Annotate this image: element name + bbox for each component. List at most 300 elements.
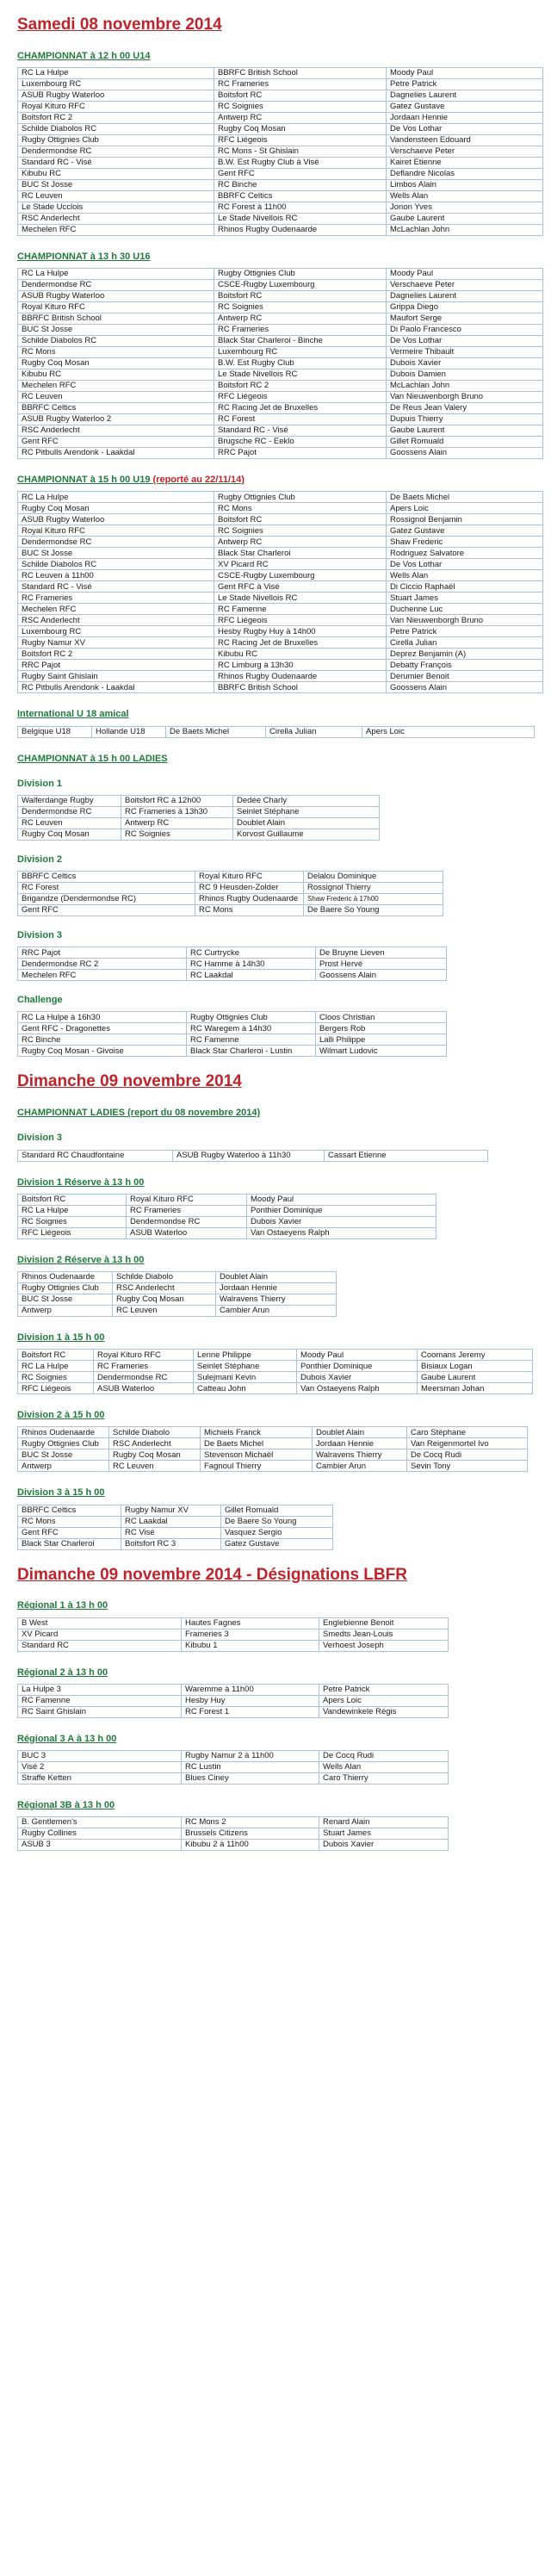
table-row [18,503,543,514]
table-row [18,190,543,202]
table-cell: ASUB Waterloo [94,1383,194,1394]
section-title: Division 1 à 15 h 00 [17,1332,105,1344]
table-cell: Hautes Fagnes [182,1617,319,1629]
table-row [18,1527,333,1538]
table-cell: Belgique U18 [18,726,92,737]
table-cell: RC Leuven [18,392,214,403]
table-cell: Antwerp RC [214,313,387,325]
table-cell: Gent RFC à Visé [214,581,387,593]
table-cell: Rugby Ottignies Club [18,134,214,146]
table-cell: Stuart James [319,1828,449,1840]
table-cell: Michiels Franck [201,1427,313,1438]
table-cell: RC Famenne [214,604,387,615]
table-row [18,649,543,660]
match-table [17,726,535,738]
table-cell: RRC Pajot [214,448,387,459]
table-cell: Dubois Xavier [387,358,543,369]
table-row [18,1684,449,1695]
table-cell: RFC Liégeois [214,615,387,626]
table-cell: BBRFC Celtics [214,190,387,202]
table-row [18,414,543,425]
section-title: CHAMPIONNAT à 13 h 30 U16 [17,251,151,262]
table-cell: RC Mons [214,503,387,514]
table-cell: Cirella Julian [266,726,362,737]
table-row [18,829,380,840]
table-cell: Vandewinkele Régis [319,1706,449,1717]
table-cell: RC Frameries [214,325,387,336]
match-table [17,1194,436,1239]
table-row [18,1750,449,1761]
table-row [18,559,543,570]
division-title: Division 1 [17,778,62,789]
table-cell: Rhinos Rugby Oudenaarde [214,671,387,682]
match-table [17,1011,447,1057]
table-cell: Fagnoul Thierry [201,1461,313,1472]
table-cell: RC Mons [195,905,304,916]
table-cell: Luxembourg RC [18,78,214,90]
table-cell: ASUB Rugby Waterloo [18,90,214,101]
table-row [18,369,543,381]
table-row [18,1629,449,1640]
section-note: (reporté au 22/11/14) [150,475,245,486]
table-cell: RRC Pajot [18,660,214,671]
table-cell: Mechelen RFC [18,970,187,981]
table-cell: Sulejmani Kevin [194,1372,297,1383]
table-row [18,525,543,537]
table-cell: Catteau John [194,1383,297,1394]
table-row [18,1538,333,1549]
table-row [18,1772,449,1784]
table-cell: McLachlan John [387,224,543,235]
table-cell: Gatez Gustave [221,1538,333,1549]
table-cell: Boitsfort RC 2 [18,112,214,123]
table-row [18,682,543,693]
table-cell: Rodriguez Salvatore [387,548,543,559]
table-cell: De Baets Michel [166,726,266,737]
table-row [18,1361,533,1372]
table-cell: RC La Hulpe à 16h30 [18,1012,187,1023]
table-cell: Boitsfort RC 2 [214,381,387,392]
table-cell: Walravens Thierry [216,1294,337,1306]
table-cell: RC Leuven [18,190,214,202]
match-table [17,871,443,916]
table-row [18,1216,436,1227]
table-cell: Maufort Serge [387,313,543,325]
table-cell: Rugby Saint Ghislain [18,671,214,682]
table-cell: Di Ciccio Raphaël [387,581,543,593]
table-cell: Antwerp [18,1306,113,1317]
table-cell: Gent RFC [18,905,195,916]
table-cell: Rugby Coq Mosan [109,1449,201,1461]
table-cell: Standard RC [18,1640,182,1651]
table-cell: RFC Liégeois [214,134,387,146]
table-cell: Kibubu 1 [182,1640,319,1651]
table-cell: Rugby Coq Mosan [113,1294,216,1306]
table-cell: Doublet Alain [313,1427,407,1438]
table-cell: Gaube Laurent [387,213,543,224]
table-cell: ASUB Rugby Waterloo 2 [18,414,214,425]
match-table [17,268,543,459]
table-cell: RC Soignies [214,302,387,313]
table-cell: Schilde Diabolo [113,1272,216,1283]
day-title: Dimanche 09 novembre 2014 [17,1072,242,1091]
table-cell: Black Star Charleroi [214,548,387,559]
table-cell: Rhinos Rugby Oudenaarde [195,894,304,905]
table-row [18,347,543,358]
table-cell: Antwerp RC [214,112,387,123]
table-cell: ASUB Rugby Waterloo à 11h30 [173,1150,325,1161]
table-cell: Bergers Rob [316,1023,447,1034]
table-cell: Renard Alain [319,1817,449,1828]
table-cell: Standard RC Chaudfontaine [18,1150,173,1161]
table-cell: RC Binche [214,179,387,190]
table-cell: Jonon Yves [387,202,543,213]
table-cell: Dubois Xavier [247,1216,436,1227]
table-cell: Gillet Romuald [221,1505,333,1516]
table-row [18,1427,528,1438]
table-row [18,604,543,615]
table-cell: Waremme à 11h00 [182,1684,319,1695]
table-cell: Boitsfort RC à 12h00 [121,795,233,806]
table-cell: Blues Ciney [182,1772,319,1784]
table-row [18,1294,337,1306]
table-row [18,67,543,78]
table-cell: Jordaan Hennie [387,112,543,123]
section-title: Régional 3 A à 13 h 00 [17,1733,117,1744]
table-row [18,358,543,369]
table-cell: RC Pitbulls Arendonk - Laakdal [18,448,214,459]
table-cell: Cambier Arun [313,1461,407,1472]
table-cell: Moody Paul [387,67,543,78]
table-cell: RC Mons [18,347,214,358]
table-row [18,581,543,593]
table-cell: RC Laakdal [187,970,316,981]
table-cell: RC La Hulpe [18,492,214,503]
table-cell: Mechelen RFC [18,224,214,235]
table-cell: Antwerp RC [121,817,233,829]
table-cell: Gent RFC [18,1527,121,1538]
table-cell: ASUB 3 [18,1840,182,1851]
table-row [18,883,443,894]
table-row [18,1840,449,1851]
table-cell: Deprez Benjamin (A) [387,649,543,660]
table-cell: Delalou Dominique [304,872,443,883]
table-cell: RC Racing Jet de Bruxelles [214,637,387,649]
table-cell: Dagnelies Laurent [387,291,543,302]
table-row [18,146,543,157]
table-cell: RSC Anderlecht [113,1283,216,1294]
table-cell: XV Picard [18,1629,182,1640]
table-cell: Schilde Diabolo [109,1427,201,1438]
table-row [18,224,543,235]
match-table [17,1617,449,1652]
table-cell: Vermeire Thibault [387,347,543,358]
table-cell: Wells Alan [387,190,543,202]
table-cell: Caro Stéphane [407,1427,528,1438]
table-cell: De Reus Jean Valery [387,403,543,414]
table-cell: RC Leuven à 11h00 [18,570,214,581]
table-row [18,615,543,626]
table-cell: Kibubu RC [18,168,214,179]
table-row [18,90,543,101]
table-row [18,1283,337,1294]
table-cell: RC Forest [18,883,195,894]
table-cell: RC Limburg à 13h30 [214,660,387,671]
table-cell: Petre Patrick [319,1684,449,1695]
table-cell: Bisiaux Logan [418,1361,533,1372]
table-row [18,202,543,213]
table-row [18,1012,447,1023]
table-cell: ASUB Waterloo [127,1227,247,1238]
table-cell: Duchenne Luc [387,604,543,615]
table-cell: De Vos Lothar [387,123,543,134]
table-row [18,1449,528,1461]
section-title: Régional 2 à 13 h 00 [17,1667,108,1678]
table-cell: RC Frameries [94,1361,194,1372]
table-cell: Van Ostaeyens Ralph [247,1227,436,1238]
table-row [18,637,543,649]
table-cell: Brussels Citizens [182,1828,319,1840]
table-cell: Black Star Charleroi - Lustin [187,1046,316,1057]
table-cell: Van Nieuwenborgh Bruno [387,392,543,403]
table-row [18,1817,449,1828]
match-table [17,1505,333,1550]
table-cell: Rossignol Thierry [304,883,443,894]
table-cell: Doublet Alain [216,1272,337,1283]
table-cell: Dagnelies Laurent [387,90,543,101]
table-cell: XV Picard RC [214,559,387,570]
table-cell: RSC Anderlecht [18,615,214,626]
table-row [18,179,543,190]
table-cell: Ponthier Dominique [297,1361,418,1372]
table-cell: Stuart James [387,593,543,604]
table-cell: Rugby Coq Mosan [18,829,121,840]
table-row [18,78,543,90]
table-cell: Rhinos Oudenaarde [18,1272,113,1283]
table-row [18,425,543,437]
table-cell: Rhinos Rugby Oudenaarde [214,224,387,235]
table-cell: Boitsfort RC [18,1194,127,1205]
table-cell: Verhoest Joseph [319,1640,449,1651]
table-row [18,1828,449,1840]
section-title: CHAMPIONNAT LADIES (report du 08 novembre 2014) [17,1108,261,1119]
table-cell: Schilde Diabolos RC [18,336,214,347]
table-cell: Rugby Collines [18,1828,182,1840]
table-cell: Gaube Laurent [418,1372,533,1383]
table-row [18,448,543,459]
table-row [18,817,380,829]
table-cell: Boitsfort RC [214,291,387,302]
table-cell: Rugby Namur XV [18,637,214,649]
table-row [18,392,543,403]
table-cell: Boitsfort RC 2 [18,649,214,660]
section-title: Régional 1 à 13 h 00 [17,1600,108,1611]
table-row [18,905,443,916]
table-cell: Apers Loic [362,726,535,737]
table-cell: De Bruyne Lieven [316,947,447,959]
table-cell: Cirella Julian [387,637,543,649]
table-cell: Gillet Romuald [387,437,543,448]
table-cell: Di Paolo Francesco [387,325,543,336]
table-cell: RFC Liégeois [18,1383,94,1394]
table-cell: Boitsfort RC [214,90,387,101]
table-cell: RSC Anderlecht [18,425,214,437]
table-row [18,101,543,112]
table-row [18,970,447,981]
table-row [18,894,443,905]
table-cell: De Vos Lothar [387,336,543,347]
table-cell: RC Binche [18,1034,187,1046]
table-cell: RSC Anderlecht [18,213,214,224]
table-row [18,492,543,503]
table-row [18,1023,447,1034]
table-cell: Van Nieuwenborgh Bruno [387,615,543,626]
table-cell: Frameries 3 [182,1629,319,1640]
table-row [18,872,443,883]
table-cell: Petre Patrick [387,78,543,90]
table-cell: Walferdange Rugby [18,795,121,806]
table-cell: Le Stade Nivellois RC [214,213,387,224]
table-cell: Prost Hervé [316,959,447,970]
table-cell: CSCE-Rugby Luxembourg [214,280,387,291]
table-cell: RC Famenne [187,1034,316,1046]
table-row [18,1372,533,1383]
table-cell: Dupuis Thierry [387,414,543,425]
table-row [18,1516,333,1527]
table-cell: Royal Kituro RFC [18,302,214,313]
table-cell: Rugby Coq Mosan [18,358,214,369]
table-cell: Meersman Johan [418,1383,533,1394]
table-cell: B.W. Est Rugby Club [214,358,387,369]
table-cell: Seinlet Stéphane [194,1361,297,1372]
table-cell: Boitsfort RC 3 [121,1538,221,1549]
table-cell: Gent RFC [214,168,387,179]
table-cell: Straffe Ketten [18,1772,182,1784]
table-cell: RC Leuven [113,1306,216,1317]
table-cell: Debatty François [387,660,543,671]
table-row [18,1383,533,1394]
table-row [18,671,543,682]
table-row [18,437,543,448]
table-row [18,1046,447,1057]
table-cell: Sevin Tony [407,1461,528,1472]
table-cell: Dendermondse RC [94,1372,194,1383]
table-cell: RC Soignies [214,101,387,112]
table-row [18,795,380,806]
table-cell: Walravens Thierry [313,1449,407,1461]
table-cell: B. Gentlemen's [18,1817,182,1828]
match-table [17,795,380,841]
match-table [17,1349,533,1394]
table-cell: Vasquez Sergio [221,1527,333,1538]
table-cell: Royal Kituro RFC [18,525,214,537]
table-row [18,947,447,959]
section-title: Régional 3B à 13 h 00 [17,1799,115,1810]
table-cell: Dedée Charly [233,795,380,806]
table-cell: RC Mons 2 [182,1817,319,1828]
table-row [18,336,543,347]
table-row [18,806,380,817]
table-cell: Moody Paul [387,269,543,280]
table-cell: RC Pitbulls Arendonk - Laakdal [18,682,214,693]
table-row [18,548,543,559]
table-cell: RC Mons [18,1516,121,1527]
table-cell: Hesby Rugby Huy à 14h00 [214,626,387,637]
table-cell: Le Stade Ucclois [18,202,214,213]
day-title: Samedi 08 novembre 2014 [17,16,222,34]
table-cell: Lenne Philippe [194,1350,297,1361]
match-table [17,1750,449,1785]
table-row [18,1194,436,1205]
table-cell: BUC St Josse [18,1294,113,1306]
table-cell: BUC St Josse [18,1449,109,1461]
table-cell: Rugby Coq Mosan [214,123,387,134]
table-row [18,537,543,548]
table-cell: Rugby Ottignies Club [18,1283,113,1294]
table-cell: RC Frameries à 13h30 [121,806,233,817]
table-cell: Jordaan Hennie [313,1438,407,1449]
table-cell: RC Laakdal [121,1516,221,1527]
table-cell: BUC St Josse [18,179,214,190]
table-cell: BBRFC British School [18,313,214,325]
table-row [18,269,543,280]
table-cell: RRC Pajot [18,947,187,959]
table-cell: Rugby Namur XV [121,1505,221,1516]
section-title: CHAMPIONNAT à 12 h 00 U14 [17,50,151,61]
table-cell: Van Ostaeyens Ralph [297,1383,418,1394]
match-table [17,947,447,981]
table-cell: RC La Hulpe [18,1361,94,1372]
table-cell: Dendermondse RC [18,537,214,548]
table-cell: Rugby Ottignies Club [187,1012,316,1023]
table-cell: RC Soignies [121,829,233,840]
table-cell: Standard RC - Visé [18,157,214,168]
table-cell: Royal Kituro RFC [18,101,214,112]
table-row [18,1617,449,1629]
table-cell: Royal Kituro RFC [127,1194,247,1205]
table-cell: Caro Thierry [319,1772,449,1784]
match-table [17,1816,449,1851]
table-cell: Moody Paul [297,1350,418,1361]
table-cell: Seinlet Stéphane [233,806,380,817]
table-row [18,280,543,291]
table-cell: Luxembourg RC [18,626,214,637]
table-row [18,514,543,525]
table-row [18,1695,449,1706]
table-row [18,313,543,325]
table-cell: Schilde Diabolos RC [18,559,214,570]
section-title: Division 1 Réserve à 13 h 00 [17,1176,145,1188]
table-cell: Luxembourg RC [214,347,387,358]
table-cell: Rugby Coq Mosan [18,503,214,514]
table-cell: RC La Hulpe [18,1205,127,1216]
table-cell: De Baets Michel [201,1438,313,1449]
table-cell: RC Curtrycke [187,947,316,959]
table-cell: Mechelen RFC [18,604,214,615]
division-title: Division 2 [17,853,62,865]
table-cell: La Hulpe 3 [18,1684,182,1695]
match-table [17,491,543,693]
table-row [18,291,543,302]
table-cell: Lalli Philippe [316,1034,447,1046]
table-cell: Mechelen RFC [18,381,214,392]
table-cell: Dendermondse RC [127,1216,247,1227]
table-cell: Petre Patrick [387,626,543,637]
table-cell: BUC 3 [18,1750,182,1761]
table-cell: RC Frameries [127,1205,247,1216]
table-cell: Dendermondse RC [18,806,121,817]
table-cell: Stevenson Michaël [201,1449,313,1461]
